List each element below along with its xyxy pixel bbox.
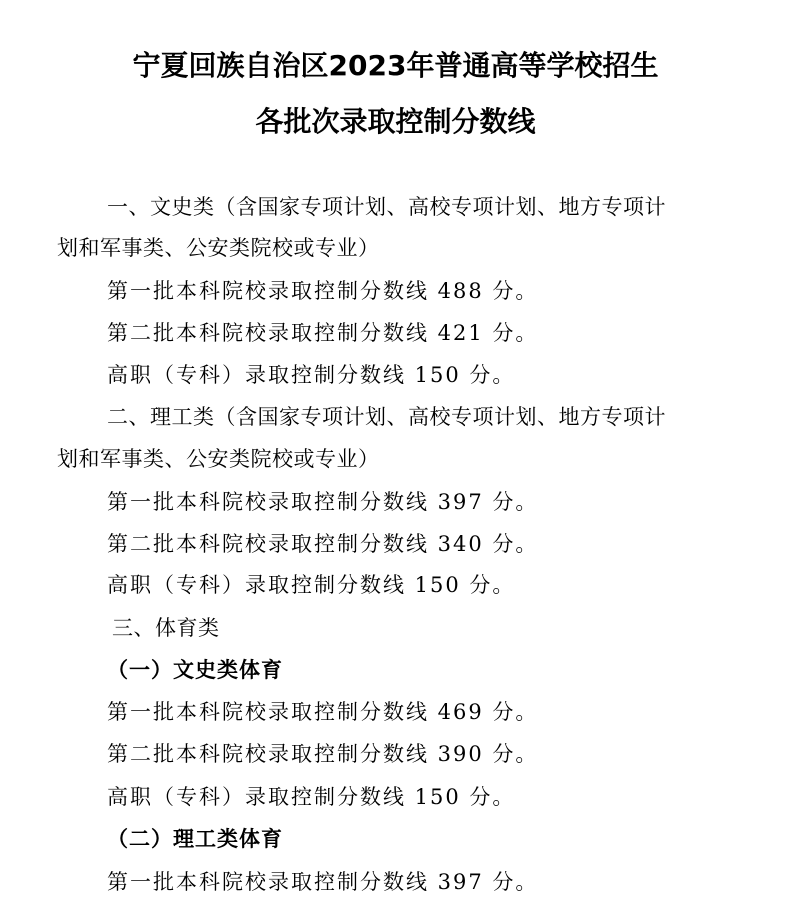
section-arts-heading-line-2: 划和军事类、公安类院校或专业） (57, 236, 380, 260)
arts-sports-first-batch-score: 第一批本科院校录取控制分数线 469 分。 (107, 700, 539, 724)
section-science-heading-line-1: 二、理工类（含国家专项计划、高校专项计划、地方专项计 (107, 405, 666, 429)
science-first-batch-score: 第一批本科院校录取控制分数线 397 分。 (107, 490, 539, 514)
science-sports-heading: （二）理工类体育 (107, 827, 283, 851)
section-science-heading-line-2: 划和军事类、公安类院校或专业） (57, 447, 380, 471)
science-second-batch-score: 第二批本科院校录取控制分数线 340 分。 (107, 532, 539, 556)
arts-second-batch-score: 第二批本科院校录取控制分数线 421 分。 (107, 321, 539, 345)
section-arts-heading-line-1: 一、文史类（含国家专项计划、高校专项计划、地方专项计 (107, 195, 666, 219)
document-title-line-1: 宁夏回族自治区2023年普通高等学校招生 (132, 49, 659, 82)
section-sports-heading: 三、体育类 (112, 616, 220, 640)
arts-sports-vocational-score: 高职（专科）录取控制分数线 150 分。 (107, 785, 516, 809)
arts-first-batch-score: 第一批本科院校录取控制分数线 488 分。 (107, 279, 539, 303)
science-vocational-score: 高职（专科）录取控制分数线 150 分。 (107, 573, 516, 597)
arts-vocational-score: 高职（专科）录取控制分数线 150 分。 (107, 363, 516, 387)
document-title-line-2: 各批次录取控制分数线 (255, 105, 536, 138)
arts-sports-heading: （一）文史类体育 (107, 658, 283, 682)
arts-sports-second-batch-score: 第二批本科院校录取控制分数线 390 分。 (107, 742, 539, 766)
science-sports-first-batch-score: 第一批本科院校录取控制分数线 397 分。 (107, 870, 539, 894)
